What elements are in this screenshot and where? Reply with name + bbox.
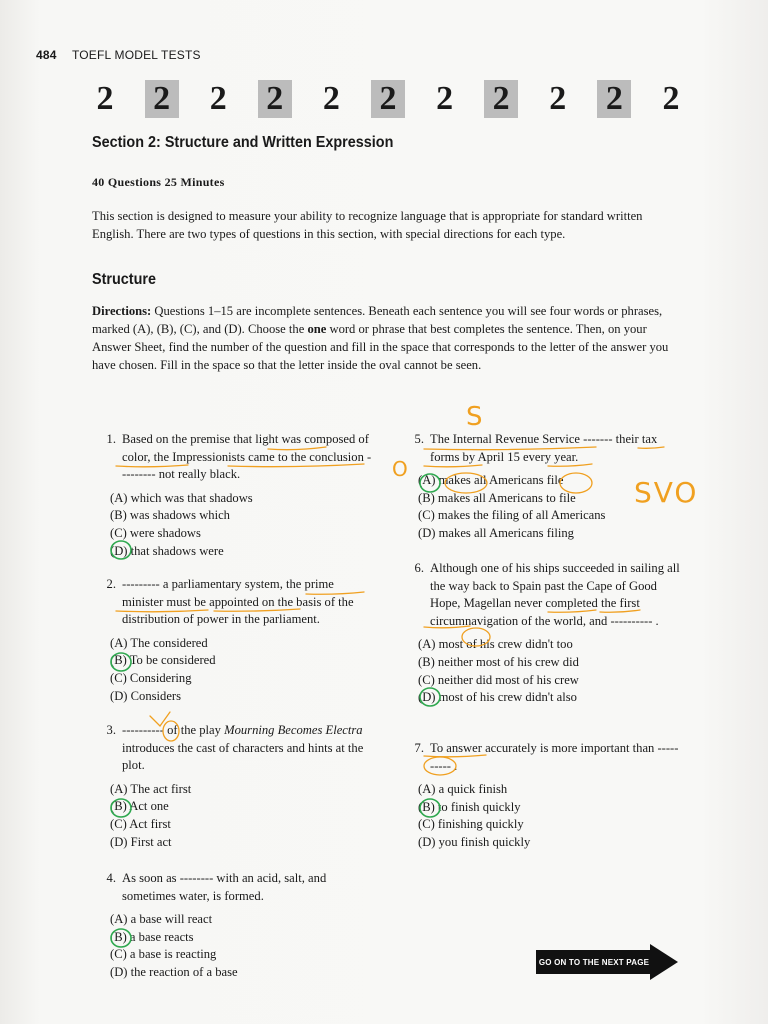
handwritten-s-label: S bbox=[466, 402, 483, 432]
question-stem: As soon as -------- with an acid, salt, and sometimes water, is formed. bbox=[122, 871, 327, 903]
answer-option[interactable]: (C) Considering bbox=[110, 670, 192, 685]
question-number: 7. bbox=[414, 741, 424, 755]
directions-text: word or phrase that best completes the sentence. Then, on your Answer Sheet, find the number of the question and fill in the space that corresponds to the letter of the answer you have chosen. Fill in the space so that the letter inside the oval cannot be seen. bbox=[92, 322, 669, 372]
question-1 bbox=[92, 431, 372, 560]
handwritten-svo-label: SVO bbox=[634, 476, 699, 509]
section-number-banner bbox=[88, 78, 688, 120]
answer-option[interactable]: (A) a base will react bbox=[110, 912, 213, 927]
banner-digit: 2 bbox=[436, 80, 454, 117]
section-title: Section 2: Structure and Written Expression bbox=[92, 134, 394, 151]
go-on-button[interactable]: GO ON TO THE NEXT PAGE bbox=[536, 950, 652, 974]
answer-option[interactable]: (A) makes all Americans file bbox=[418, 473, 564, 488]
answer-option[interactable]: (D) that shadows were bbox=[110, 543, 224, 558]
answer-option[interactable]: (D) you finish quickly bbox=[418, 834, 531, 849]
banner-digit: 2 bbox=[96, 80, 114, 117]
answer-option[interactable]: (B) makes all Americans to file bbox=[418, 490, 576, 505]
answer-option[interactable]: (A) The act first bbox=[110, 781, 192, 796]
book-title: TOEFL MODEL TESTS bbox=[71, 48, 201, 62]
banner-digit: 2 bbox=[371, 80, 405, 118]
directions-label: Directions: bbox=[92, 304, 152, 318]
questions-minutes: 40 Questions 25 Minutes bbox=[92, 175, 225, 189]
answer-option[interactable]: (D) Considers bbox=[110, 688, 182, 703]
question-3 bbox=[92, 722, 372, 851]
structure-heading: Structure bbox=[92, 271, 157, 288]
answer-option[interactable]: (C) makes the filing of all Americans bbox=[418, 508, 606, 523]
question-stem: To answer accurately is more important than ---------- . bbox=[430, 741, 679, 773]
page-number: 484 bbox=[36, 48, 57, 62]
answer-option[interactable]: (D) First act bbox=[110, 834, 172, 849]
answer-option[interactable]: (A) which was that shadows bbox=[110, 490, 253, 505]
directions-emphasis: one bbox=[307, 322, 327, 336]
question-stem: Although one of his ships succeeded in sailing all the way back to Spain past the Cape of Good Hope, Magellan never completed the first circumnavigation of the world, and ---------- . bbox=[430, 561, 680, 628]
question-4 bbox=[92, 870, 372, 982]
question-5 bbox=[400, 431, 680, 543]
section-intro: This section is designed to measure your ability to recognize language that is appropriate for standard written English. There are two types of questions in this section, with special directions for each type. bbox=[92, 209, 643, 241]
handwritten-o-label: O bbox=[392, 457, 408, 481]
question-stem bbox=[122, 722, 372, 775]
answer-option[interactable]: (C) were shadows bbox=[110, 525, 201, 540]
question-number: 3. bbox=[106, 723, 116, 737]
stem-part: introduces the cast of characters and hints at the plot. bbox=[122, 740, 364, 773]
answer-option[interactable]: (D) most of his crew didn't also bbox=[418, 690, 577, 705]
answer-option[interactable]: (B) was shadows which bbox=[110, 508, 230, 523]
answer-option[interactable]: (B) Act one bbox=[110, 799, 169, 814]
question-number: 4. bbox=[106, 871, 116, 885]
question-2 bbox=[92, 576, 372, 705]
answer-option[interactable]: (B) To be considered bbox=[110, 653, 216, 668]
question-stem: Based on the premise that light was composed of color, the Impressionists came to the conclusion --------- not really black. bbox=[122, 432, 372, 482]
answer-option[interactable]: (A) a quick finish bbox=[418, 782, 508, 797]
answer-option[interactable]: (D) the reaction of a base bbox=[110, 964, 238, 979]
answer-option[interactable]: (B) to finish quickly bbox=[418, 799, 521, 814]
banner-digit: 2 bbox=[322, 80, 340, 117]
banner-digit: 2 bbox=[258, 80, 292, 118]
page-header bbox=[36, 48, 201, 62]
answer-option[interactable]: (C) a base is reacting bbox=[110, 947, 217, 962]
directions-paragraph bbox=[92, 302, 682, 374]
banner-digit: 2 bbox=[145, 80, 179, 118]
play-title: Mourning Becomes Electra bbox=[224, 723, 363, 737]
answer-option[interactable]: (A) most of his crew didn't too bbox=[418, 637, 573, 652]
stem-part: ---------- of the play bbox=[122, 723, 225, 737]
answer-option[interactable]: (D) makes all Americans filing bbox=[418, 525, 574, 540]
arrow-right-icon bbox=[650, 944, 678, 980]
question-stem: The Internal Revenue Service ------- their tax forms by April 15 every year. bbox=[430, 432, 658, 464]
banner-digit: 2 bbox=[549, 80, 567, 117]
question-number: 6. bbox=[414, 561, 424, 575]
answer-option[interactable]: (C) neither did most of his crew bbox=[418, 672, 579, 687]
banner-digit: 2 bbox=[597, 80, 631, 118]
question-number: 1. bbox=[106, 432, 116, 446]
banner-digit: 2 bbox=[209, 80, 227, 117]
answer-option[interactable]: (C) Act first bbox=[110, 816, 171, 831]
answer-option[interactable]: (C) finishing quickly bbox=[418, 817, 524, 832]
answer-option[interactable]: (B) neither most of his crew did bbox=[418, 654, 579, 669]
answer-option[interactable]: (A) The considered bbox=[110, 635, 208, 650]
banner-digit: 2 bbox=[662, 80, 680, 117]
question-stem: --------- a parliamentary system, the prime minister must be appointed on the basis of the distribution of power in the parliament. bbox=[122, 577, 354, 627]
question-number: 2. bbox=[106, 577, 116, 591]
question-7 bbox=[400, 740, 680, 852]
directions-text: Questions 1–15 are incomplete sentences. Beneath each sentence you will see four words or phrases, marked (A), (B), (C), and (D). Choose the bbox=[92, 304, 663, 336]
answer-option[interactable]: (B) a base reacts bbox=[110, 929, 194, 944]
question-6 bbox=[400, 560, 680, 707]
question-number: 5. bbox=[414, 432, 424, 446]
banner-digit: 2 bbox=[484, 80, 518, 118]
